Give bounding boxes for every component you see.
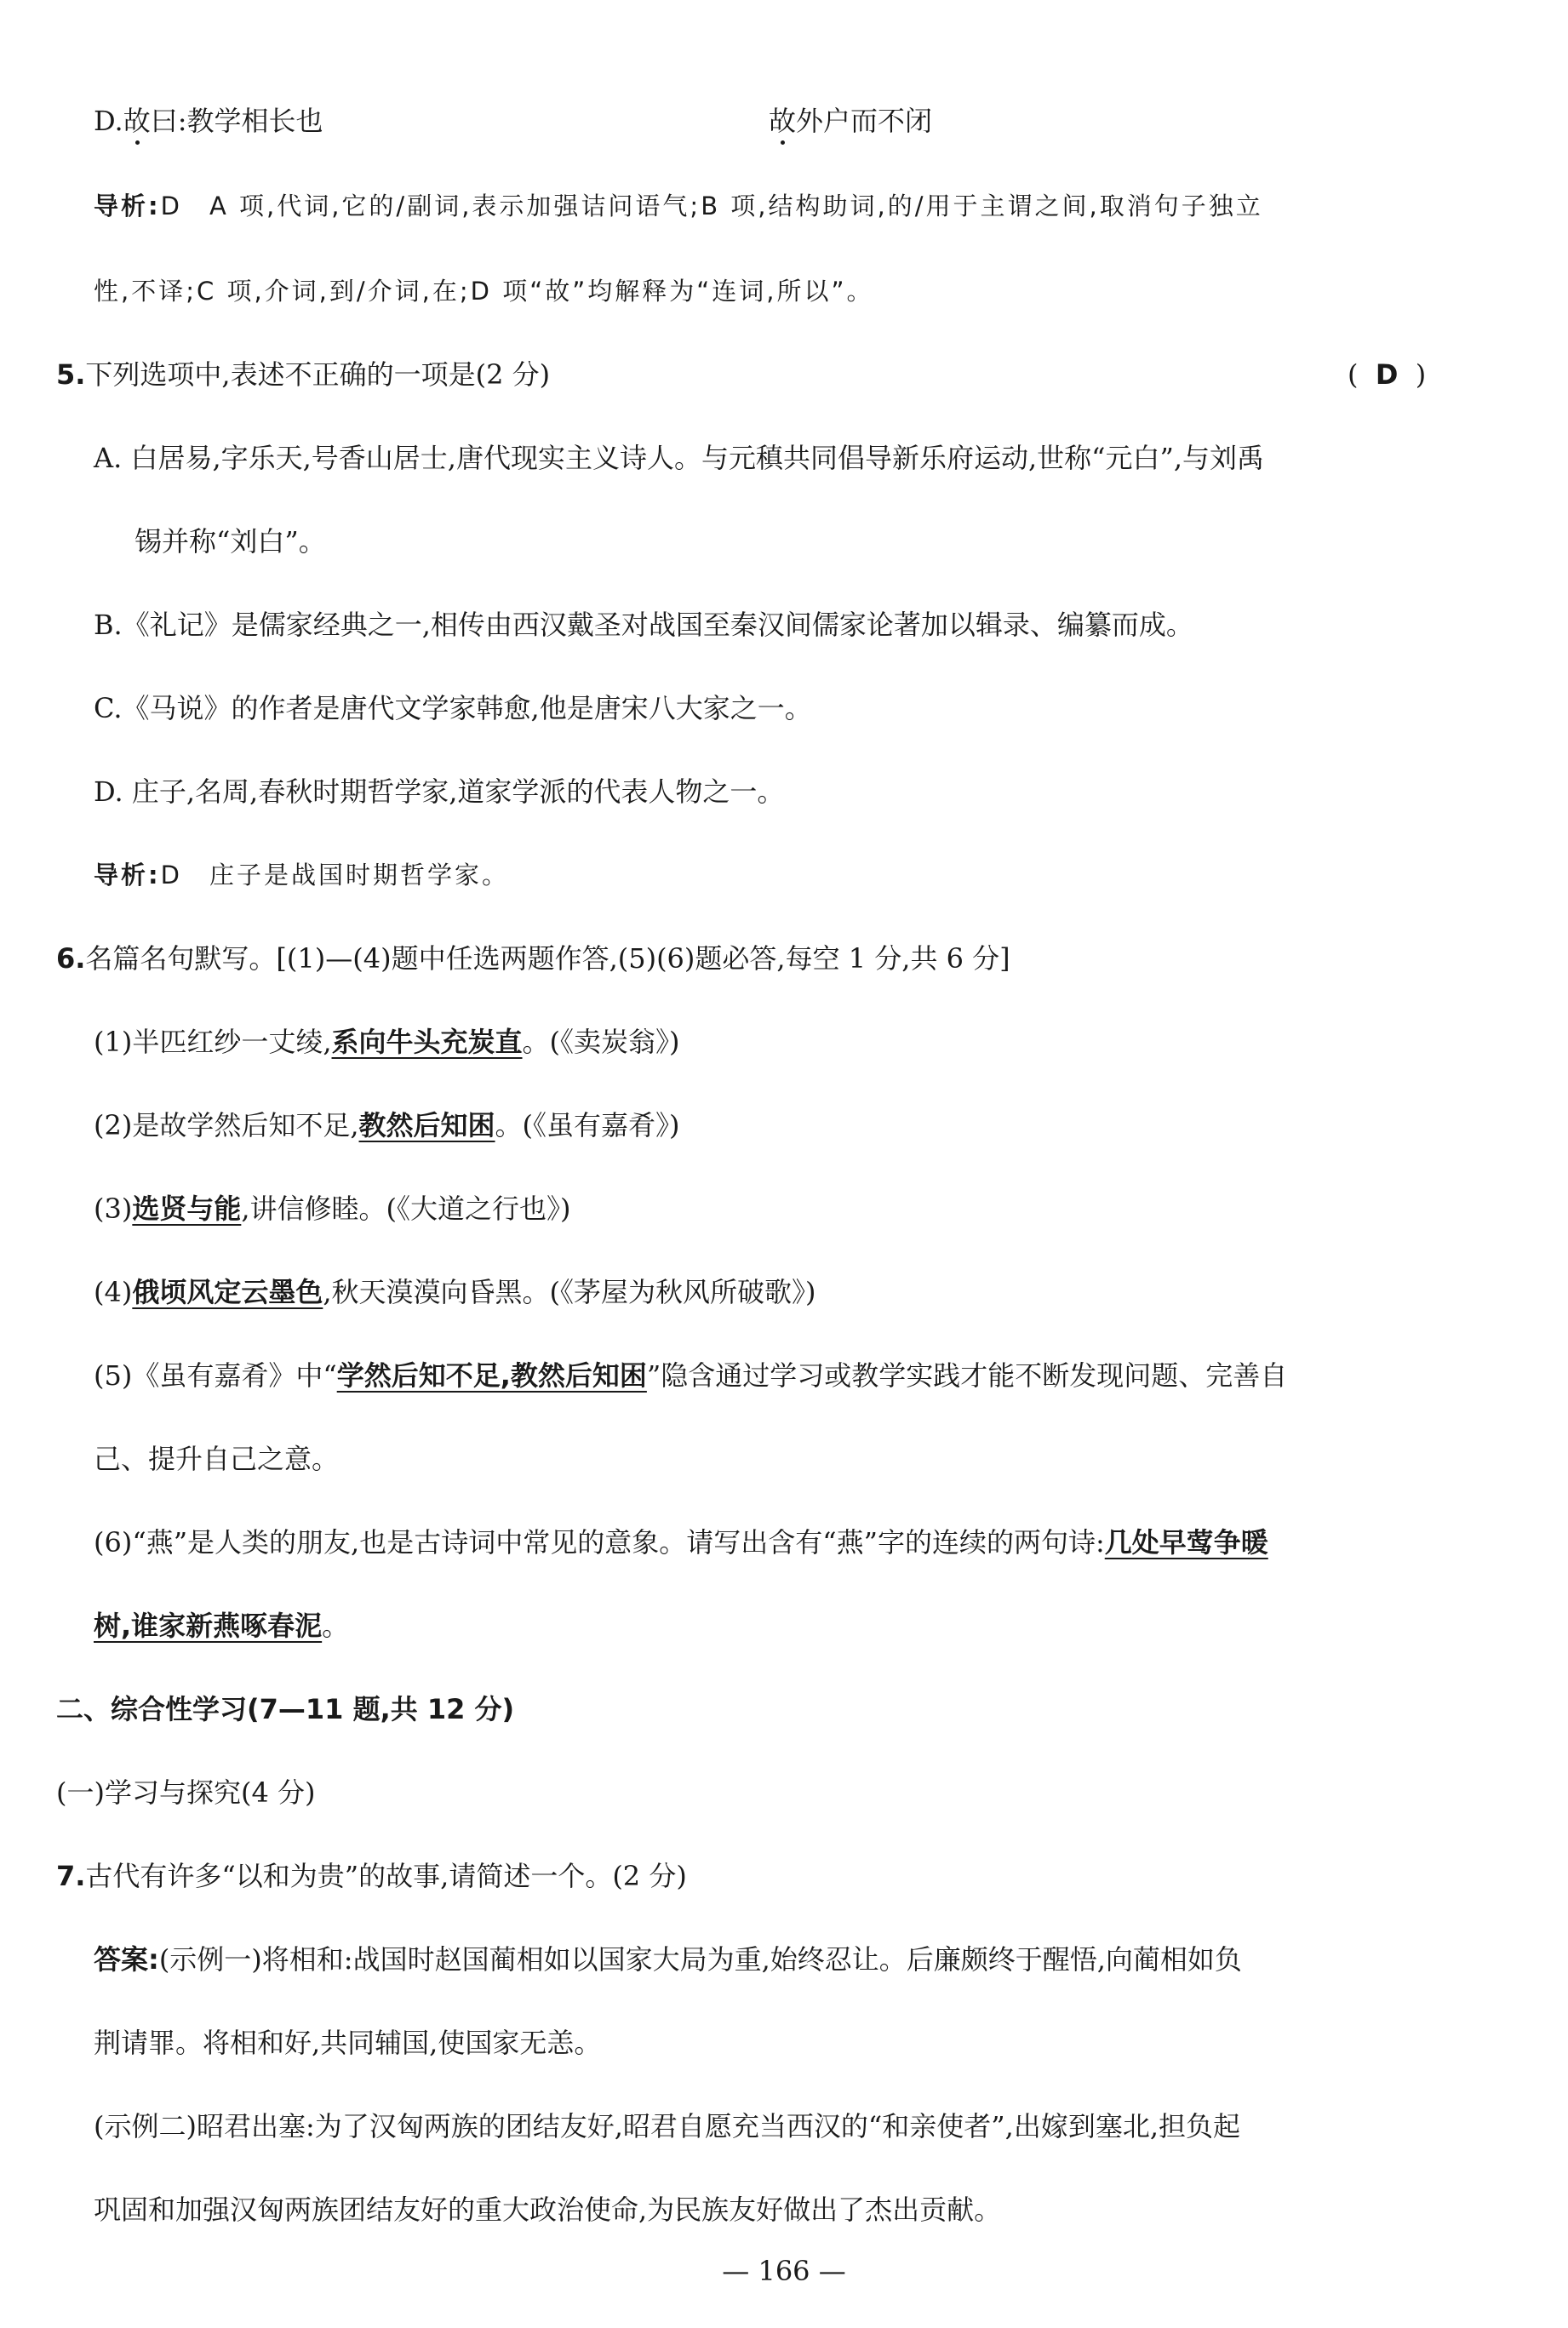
q5-analysis bbox=[94, 858, 509, 892]
question-number: 5. bbox=[56, 358, 86, 391]
q5-option-c: C.《马说》的作者是唐代文学家韩愈,他是唐宋八大家之一。 bbox=[94, 692, 812, 724]
fill-answer: 系向牛头充炭直 bbox=[331, 1026, 523, 1058]
q7-answer-example2-line1: (示例二)昭君出塞:为了汉匈两族的团结友好,昭君自愿充当西汉的“和亲使者”,出嫁到塞北,担负起 bbox=[94, 2110, 1240, 2142]
answer-label: 答案: bbox=[94, 1943, 159, 1976]
prompt-text: ”隐含通过学习或教学实践才能不断发现问题、完善自 bbox=[646, 1359, 1288, 1392]
q6-item-2 bbox=[94, 1108, 680, 1142]
q6-item-6 bbox=[94, 1525, 1268, 1559]
question-text: 名篇名句默写。[(1)—(4)题中任选两题作答,(5)(6)题必答,每空 1 分,共 6 分] bbox=[85, 942, 1010, 975]
punctuation: 。 bbox=[322, 1610, 350, 1642]
q4-analysis-line2: 性,不译;C 项,介词,到/介词,在;D 项“故”均解释为“连词,所以”。 bbox=[94, 277, 874, 306]
q7-answer-example1-line2: 荆请罪。将相和好,共同辅国,使国家无恙。 bbox=[94, 2027, 602, 2059]
q6-item-4 bbox=[94, 1275, 816, 1309]
question-number: 6. bbox=[56, 942, 86, 975]
analysis-text: D 庄子是战国时期哲学家。 bbox=[160, 861, 509, 889]
q6-item-1 bbox=[94, 1025, 680, 1059]
q6-item-5 bbox=[94, 1358, 1287, 1393]
q4-option-d bbox=[94, 104, 323, 138]
prompt-text: (6)“燕”是人类的朋友,也是古诗词中常见的意象。请写出含有“燕”字的连续的两句诗: bbox=[94, 1526, 1105, 1559]
fill-answer: 选贤与能 bbox=[132, 1193, 242, 1225]
option-text: 外户而不闭 bbox=[796, 105, 933, 137]
prompt-text: (3) bbox=[94, 1193, 133, 1225]
question-number: 7. bbox=[56, 1860, 86, 1892]
analysis-label: 导析: bbox=[94, 192, 161, 220]
q4-analysis-line1 bbox=[94, 189, 1263, 223]
q7-answer-example1-line1 bbox=[94, 1942, 1242, 1976]
emphasis-dot-char: 故 bbox=[123, 105, 151, 137]
answer-text: (示例一)将相和:战国时赵国蔺相如以国家大局为重,始终忍让。后廉颇终于醒悟,向蔺相如负 bbox=[158, 1943, 1242, 1976]
question-text: 古代有许多“以和为贵”的故事,请简述一个。(2 分) bbox=[85, 1860, 687, 1892]
prompt-text: (5)《虽有嘉肴》中“ bbox=[94, 1359, 337, 1392]
q5-answer-box: ( D ) bbox=[1348, 358, 1427, 391]
analysis-label: 导析: bbox=[94, 861, 161, 889]
fill-answer: 教然后知困 bbox=[358, 1109, 495, 1141]
prompt-text: (2)是故学然后知不足, bbox=[94, 1109, 359, 1141]
prompt-text: (4) bbox=[94, 1276, 133, 1308]
fill-answer: 学然后知不足,教然后知困 bbox=[336, 1359, 647, 1392]
emphasis-dot-char: 故 bbox=[769, 105, 797, 137]
q5-stem bbox=[56, 357, 550, 392]
q6-item-5-line2: 己、提升自己之意。 bbox=[94, 1443, 340, 1475]
page-number: — 166 — bbox=[722, 2255, 846, 2287]
q5-option-d: D. 庄子,名周,春秋时期哲学家,道家学派的代表人物之一。 bbox=[94, 775, 785, 808]
source-text: 。(《卖炭翁》) bbox=[522, 1026, 680, 1058]
fill-answer: 几处早莺争暖 bbox=[1104, 1526, 1268, 1559]
q5-option-a-line2: 锡并称“刘白”。 bbox=[134, 525, 326, 558]
q5-option-a-line1: A. 白居易,字乐天,号香山居士,唐代现实主义诗人。与元稹共同倡导新乐府运动,世称“元白”,与刘禹 bbox=[94, 442, 1265, 474]
source-text: ,秋天漠漠向昏黑。(《茅屋为秋风所破歌》) bbox=[323, 1276, 816, 1308]
subsection-title: (一)学习与探究(4 分) bbox=[56, 1776, 316, 1809]
source-text: ,讲信修睦。(《大道之行也》) bbox=[241, 1193, 571, 1225]
prompt-text: (1)半匹红纱一丈绫, bbox=[94, 1026, 332, 1058]
q5-option-b: B.《礼记》是儒家经典之一,相传由西汉戴圣对战国至秦汉间儒家论著加以辑录、编纂而成。 bbox=[94, 609, 1193, 641]
fill-answer: 俄顷风定云墨色 bbox=[132, 1276, 323, 1308]
source-text: 。(《虽有嘉肴》) bbox=[495, 1109, 680, 1141]
q6-item-6-line2 bbox=[94, 1609, 349, 1643]
analysis-text: D A 项,代词,它的/副词,表示加强诘问语气;B 项,结构助词,的/用于主谓之间,取消句子独立 bbox=[160, 192, 1263, 220]
option-text: 曰:教学相长也 bbox=[150, 105, 323, 137]
section-title: 二、综合性学习(7—11 题,共 12 分) bbox=[56, 1693, 515, 1725]
q7-stem bbox=[56, 1859, 687, 1893]
question-text: 下列选项中,表述不正确的一项是(2 分) bbox=[85, 358, 551, 391]
q5-answer: D bbox=[1375, 358, 1399, 391]
fill-answer: 树,谁家新燕啄春泥 bbox=[94, 1610, 323, 1642]
q6-stem bbox=[56, 941, 1010, 975]
q7-answer-example2-line2: 巩固和加强汉匈两族团结友好的重大政治使命,为民族友好做出了杰出贡献。 bbox=[94, 2194, 1002, 2226]
q4-option-d-comparison bbox=[769, 104, 932, 138]
option-letter: D. bbox=[94, 105, 123, 137]
q6-item-3 bbox=[94, 1192, 571, 1226]
